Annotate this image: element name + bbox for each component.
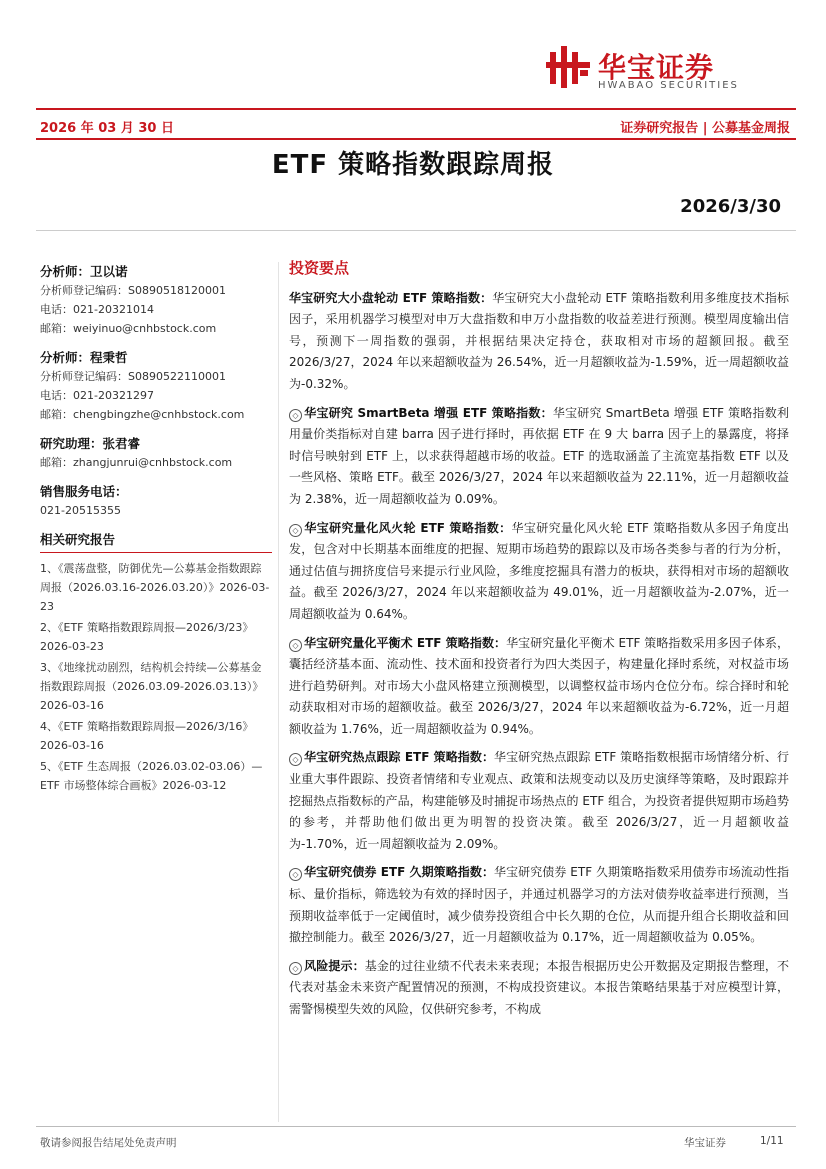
summary-paragraph xyxy=(289,633,789,741)
header-date: 2026 年 03 月 30 日 xyxy=(40,121,174,136)
analyst-email[interactable]: 邮箱：weiyinuo@cnhbstock.com xyxy=(40,322,217,335)
footer-disclaimer: 敬请参阅报告结尾处免责声明 xyxy=(40,1137,177,1149)
paragraph-text: 华宝研究 SmartBeta 增强 ETF 策略指数利用量价类指标对自建 barra 因子进行择时，再依据 ETF 在 9 大 barra 因子上的暴露度，将择时信号映射到 ETF 上，以求获得超越市场的收益。ETF 的选取涵盖了主流宽基指数 ETF 以及一些风格、策略 ETF。截至 2026/3/27，2024 年以来超额收益为 22.11%，近一月超额收益为 2.38%，近一周超额收益为 0.09%。 xyxy=(289,405,790,506)
circle-bullet-icon: ◇ xyxy=(289,962,302,975)
analyst-email[interactable]: 邮箱：chengbingzhe@cnhbstock.com xyxy=(40,408,245,421)
related-report-item[interactable]: 2、《ETF 策略指数跟踪周报—2026/3/23》2026-03-23 xyxy=(40,621,254,653)
related-report-item[interactable]: 4、《ETF 策略指数跟踪周报—2026/3/16》2026-03-16 xyxy=(40,720,254,752)
summary-paragraph xyxy=(289,518,789,626)
logo-mark-icon xyxy=(546,44,592,90)
footer-company: 华宝证券 xyxy=(684,1137,726,1149)
related-report-item[interactable]: 3、《地缘扰动剧烈，结构机会持续—公募基金指数跟踪周报（2026.03.09-2026.03.13）》2026-03-16 xyxy=(40,661,264,712)
analyst-reg: 分析师登记编码：S0890518120001 xyxy=(40,284,226,297)
report-title: ETF 策略指数跟踪周报 xyxy=(271,150,555,180)
related-reports-title: 相关研究报告 xyxy=(40,530,272,553)
assistant-email[interactable]: 邮箱：zhangjunrui@cnhbstock.com xyxy=(40,456,233,469)
report-date: 2026/3/30 xyxy=(680,196,781,217)
analyst-tel: 电话：021-20321014 xyxy=(40,303,154,316)
analyst-reg: 分析师登记编码：S0890522110001 xyxy=(40,370,226,383)
paragraph-lead: 华宝研究量化风火轮 ETF 策略指数： xyxy=(304,520,512,535)
footer-rule xyxy=(36,1126,796,1127)
paragraph-text: 华宝研究大小盘轮动 ETF 策略指数利用多维度技术指标因子，采用机器学习模型对申万大盘指数和申万小盘指数的收益差进行预测。模型周度输出信号，预测下一周指数的强弱，并根据结果决定持仓，获取相对市场的超额回报。截至 2026/3/27，2024 年以来超额收益为 26.54%，近一月超额收益为-1.59%，近一周超额收益为-0.32%。 xyxy=(289,290,790,391)
paragraph-text: 基金的过往业绩不代表未来表现；本报告根据历史公开数据及定期报告整理，不代表对基金未来资产配置情况的预测，不构成投资建议。本报告策略结果基于对应模型计算，需警惕模型失效的风险，仅供研究参考，不构成 xyxy=(289,958,789,1016)
related-reports xyxy=(40,530,272,795)
sales-block xyxy=(40,482,272,520)
summary-paragraph xyxy=(289,288,789,396)
left-sidebar xyxy=(40,262,272,797)
summary-paragraph xyxy=(289,403,789,511)
header-category: 证券研究报告 | 公募基金周报 xyxy=(620,121,790,136)
circle-bullet-icon: ◇ xyxy=(289,409,302,422)
summary-paragraph xyxy=(289,862,789,948)
column-divider xyxy=(278,262,279,1122)
paragraph-text: 华宝研究量化风火轮 ETF 策略指数从多因子角度出发，包含对中长期基本面维度的把握、短期市场趋势的跟踪以及市场各类参与者的行为分析，通过估值与拥挤度信号来提示行业风险，多维度挖掘具有潜力的板块，获得相对市场的超额收益。截至 2026/3/27，2024 年以来超额收益为 49.01%，近一月超额收益为-2.07%，近一周超额收益为 0.64%。 xyxy=(289,520,790,621)
page-number: 1/11 xyxy=(760,1135,784,1147)
assistant-block xyxy=(40,434,272,472)
analyst-title: 分析师：程秉哲 xyxy=(40,350,128,365)
paragraph-lead: 风险提示： xyxy=(304,958,365,973)
header-top-rule xyxy=(36,108,796,110)
analyst-title: 分析师：卫以诺 xyxy=(40,264,128,279)
paragraph-lead: 华宝研究 SmartBeta 增强 ETF 策略指数： xyxy=(304,405,553,420)
analyst-tel: 电话：021-20321297 xyxy=(40,389,154,402)
section-title: 投资要点 xyxy=(289,259,350,277)
paragraph-text: 华宝研究债券 ETF 久期策略指数采用债券市场流动性指标、量价指标，筛选较为有效的择时因子，并通过机器学习的方法对债券收益率进行预测，当预期收益率低于一定阈值时，减少债券投资组合中长久期的仓位，从而提升组合长期收益和回撤控制能力。截至 2026/3/27，近一月超额收益为 0.17%，近一周超额收益为 0.05%。 xyxy=(289,865,790,945)
paragraph-lead: 华宝研究量化平衡术 ETF 策略指数： xyxy=(304,635,507,650)
related-report-item[interactable]: 5、《ETF 生态周报（2026.03.02-03.06）—ETF 市场整体综合画板》2026-03-12 xyxy=(40,760,263,792)
paragraph-text: 华宝研究量化平衡术 ETF 策略指数采用多因子体系，囊括经济基本面、流动性、技术面和投资者行为四大类因子，构建量化择时系统，对权益市场进行趋势研判。对市场大小盘风格建立预测模型，以调整权益市场内仓位分布。综合择时和轮动获取相对市场的超额收益。截至 2026/3/27，2024 年以来超额收益为-6.72%，近一月超额收益为 1.76%，近一周超额收益为 0.94%。 xyxy=(289,635,789,736)
circle-bullet-icon: ◇ xyxy=(289,753,302,766)
related-report-item[interactable]: 1、《震荡盘整，防御优先—公募基金指数跟踪周报（2026.03.16-2026.03.20）》2026-03-23 xyxy=(40,562,270,613)
circle-bullet-icon: ◇ xyxy=(289,524,302,537)
summary-paragraph xyxy=(289,747,789,855)
assistant-title: 研究助理：张君睿 xyxy=(40,436,141,451)
circle-bullet-icon: ◇ xyxy=(289,639,302,652)
sales-tel: 021-20515355 xyxy=(40,504,121,517)
analyst-block xyxy=(40,348,272,424)
company-logo xyxy=(546,44,778,94)
paragraph-lead: 华宝研究大小盘轮动 ETF 策略指数： xyxy=(289,290,493,305)
main-content xyxy=(289,258,789,1028)
paragraph-lead: 华宝研究热点跟踪 ETF 策略指数： xyxy=(304,750,495,765)
analyst-block xyxy=(40,262,272,338)
paragraph-lead: 华宝研究债券 ETF 久期策略指数： xyxy=(304,865,495,880)
paragraph-text: 华宝研究热点跟踪 ETF 策略指数根据市场情绪分析、行业重大事件跟踪、投资者情绪和专业观点、政策和法规变动以及历史演绎等策略，及时跟踪并挖掘热点指数标的产品，构建能够及时捕捉市场热点的 ETF 组合，为投资者提供短期市场趋势的参考，并帮助他们做出更为明智的投资决策。截至 2026/3/27，近一月超额收益为-1.70%，近一周超额收益为 2.09%。 xyxy=(289,750,790,851)
logo-name-en: HWABAO SECURITIES xyxy=(598,80,739,91)
header-bottom-rule xyxy=(36,138,796,140)
risk-paragraph xyxy=(289,956,789,1021)
circle-bullet-icon: ◇ xyxy=(289,868,302,881)
title-rule xyxy=(36,230,796,231)
logo-name-cn: 华宝证券 xyxy=(598,51,715,84)
sales-title: 销售服务电话： xyxy=(40,484,128,499)
